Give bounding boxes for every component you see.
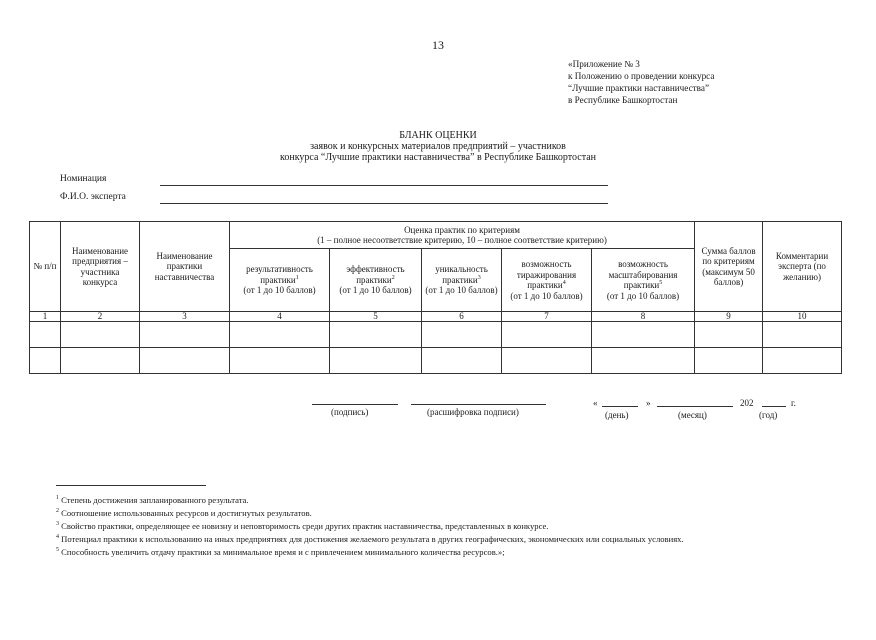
header-company: Наименование предприятия – участника конкурса (61, 222, 140, 312)
day-label: (день) (605, 410, 629, 420)
month-line[interactable] (657, 406, 733, 407)
signature-decode-label: (расшифровка подписи) (427, 407, 519, 417)
appendix-reference (568, 58, 714, 106)
evaluation-table (29, 221, 842, 374)
column-number: 8 (592, 312, 695, 322)
header-criterion-3: уникальность практики$^3$ (от 1 до 10 баллов) (422, 249, 502, 312)
day-line[interactable] (602, 406, 638, 407)
column-number: 1 (30, 312, 61, 322)
header-criterion-4: возможность тиражирования практики$^4$ (от 1 до 10 баллов) (502, 249, 592, 312)
nomination-field[interactable] (160, 185, 608, 186)
table-row (30, 348, 842, 374)
table-row (30, 322, 842, 348)
column-number: 4 (230, 312, 330, 322)
table-cell[interactable] (592, 348, 695, 374)
signature-decode-line[interactable] (411, 404, 546, 405)
appendix-line-2: к Положению о проведении конкурса (568, 71, 715, 81)
footnote-2: $^2$ Соотношение использованных ресурсов и достигнутых результатов. (56, 508, 312, 518)
appendix-line-3: “Лучшие практики наставничества” (568, 83, 710, 93)
date-quote-open: « (593, 398, 598, 408)
table-cell[interactable] (230, 322, 330, 348)
table-cell[interactable] (502, 348, 592, 374)
table-cell[interactable] (422, 322, 502, 348)
column-number: 2 (61, 312, 140, 322)
table-cell[interactable] (61, 348, 140, 374)
footnote-1: $^1$ Степень достижения запланированного результата. (56, 495, 249, 505)
year-prefix: 202 (740, 398, 754, 408)
table-cell[interactable] (330, 348, 422, 374)
column-number: 7 (502, 312, 592, 322)
footnote-4: $^4$ Потенциал практики к использованию на иных предприятиях для достижения желаемого результата в других географических, экономических или социальных условиях. (56, 534, 684, 544)
table-cell[interactable] (763, 348, 842, 374)
table-cell[interactable] (140, 322, 230, 348)
table-cell[interactable] (592, 322, 695, 348)
appendix-line-4: в Республике Башкортостан (568, 95, 678, 105)
table-cell[interactable] (695, 322, 763, 348)
signature-label: (подпись) (331, 407, 369, 417)
table-cell[interactable] (61, 322, 140, 348)
table-cell[interactable] (330, 322, 422, 348)
criteria-title: Оценка практик по критериям (404, 224, 520, 235)
header-comment: Комментарии эксперта (по желанию) (763, 222, 842, 312)
month-label: (месяц) (678, 410, 707, 420)
signature-line[interactable] (312, 404, 398, 405)
footnote-separator (56, 485, 206, 486)
table-cell[interactable] (230, 348, 330, 374)
header-criterion-1: результативность практики$^1$ (от 1 до 10 баллов) (230, 249, 330, 312)
year-label: (год) (759, 410, 778, 420)
header-num: № п/п (30, 222, 61, 312)
footnote-5: $^5$ Способность увеличить отдачу практики за минимальное время и с привлечением минимального количества ресурсов.»; (56, 547, 505, 557)
column-number: 10 (763, 312, 842, 322)
nomination-label: Номинация (60, 174, 107, 184)
year-line[interactable] (762, 406, 786, 407)
table-cell[interactable] (695, 348, 763, 374)
table-cell[interactable] (30, 322, 61, 348)
header-sum: Сумма баллов по критериям (максимум 50 баллов) (695, 222, 763, 312)
table-cell[interactable] (763, 322, 842, 348)
form-title (0, 130, 876, 163)
page-number: 13 (432, 38, 444, 52)
year-suffix: г. (791, 398, 796, 408)
header-criteria (230, 222, 695, 249)
form-heading: БЛАНК ОЦЕНКИ (399, 130, 477, 141)
form-subtitle-2: конкурса “Лучшие практики наставничества” в Республике Башкортостан (280, 152, 596, 163)
appendix-line-1: «Приложение № 3 (568, 59, 640, 69)
table-cell[interactable] (140, 348, 230, 374)
expert-name-field[interactable] (160, 203, 608, 204)
table-cell[interactable] (30, 348, 61, 374)
column-number: 3 (140, 312, 230, 322)
table-cell[interactable] (422, 348, 502, 374)
expert-label: Ф.И.О. эксперта (60, 192, 126, 202)
column-number: 9 (695, 312, 763, 322)
criteria-scale: (1 – полное несоответствие критерию, 10 – полное соответствие критерию) (317, 235, 607, 245)
footnotes (56, 494, 684, 559)
column-number: 5 (330, 312, 422, 322)
header-practice: Наименование практики наставничества (140, 222, 230, 312)
column-numbers-row (30, 312, 842, 322)
table-cell[interactable] (502, 322, 592, 348)
header-criterion-5: возможность масштабирования практики$^5$ (от 1 до 10 баллов) (592, 249, 695, 312)
header-criterion-2: эффективность практики$^2$ (от 1 до 10 баллов) (330, 249, 422, 312)
date-quote-close: » (646, 398, 651, 408)
form-subtitle-1: заявок и конкурсных материалов предприятий – участников (310, 141, 566, 152)
column-number: 6 (422, 312, 502, 322)
footnote-3: $^3$ Свойство практики, определяющее ее новизну и неповторимость среди других практик наставничества, представленных в конкурсе. (56, 521, 549, 531)
